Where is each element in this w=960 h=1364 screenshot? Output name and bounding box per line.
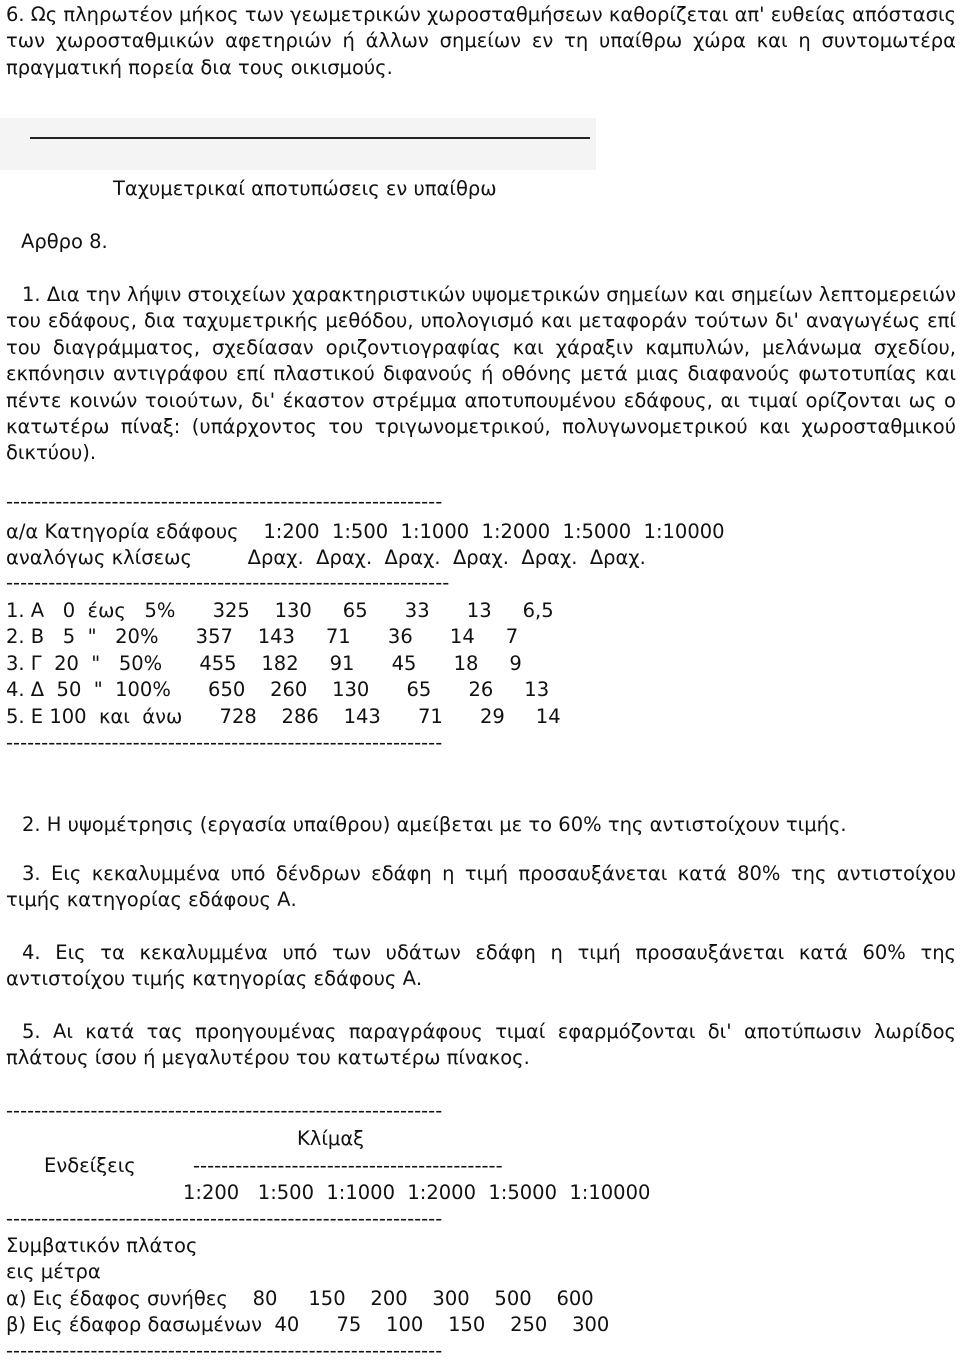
scale-heading: Κλίμαξ — [297, 1127, 365, 1150]
table-row: α) Εις έδαφος συνήθες 80 150 200 300 500 600 — [6, 1287, 594, 1310]
paragraph-3: 3. Εις κεκαλυμμένα υπό δένδρων εδάφη η τιμή προσαυξάνεται κατά 80% της αντιστοίχου τιμής κατηγορίας εδάφους Α. — [6, 862, 956, 912]
table-rule-bottom: -------------------------------------------------------------- — [6, 731, 443, 754]
table-rule-top: -------------------------------------------------------------- — [6, 1099, 443, 1122]
table-rule-top: -------------------------------------------------------------- — [6, 490, 443, 513]
table-row: β) Εις έδαφορ δασωμένων 40 75 100 150 250 300 — [6, 1313, 610, 1336]
table-rule-mid: --------------------------------------------------------------- — [6, 571, 450, 594]
table-row: 2. Β 5 " 20% 357 143 71 36 14 7 — [6, 625, 519, 648]
article-label: Αρθρο 8. — [21, 230, 108, 253]
paragraph-4: 4. Εις τα κεκαλυμμένα υπό των υδάτων εδάφη η τιμή προσαυξάνεται κατά 60% της αντιστοίχου τιμής κατηγορίας εδάφους Α. — [6, 941, 956, 991]
paragraph-1: 1. Δια την λήψιν στοιχείων χαρακτηριστικών υψομετρικών σημείων και σημείων λεπτομερειών του εδάφους, δια ταχυμετρικής μεθόδου, υπολογισμό και μεταφοράν τούτων δι' αναγωγέως επί του διαγράμματος, σχεδίασαν οριζοντιογραφίας και χάραξιν καμπυλών, μελάνωμα σχεδίου, εκπόνησιν αντιγράφου επί πλαστικού διφανούς ή οθόνης μετά μιας διαφανούς φωτοτυπίας και πέντε κοινών τοιούτων, δι' έκαστον στρέμμα αποτυπουμένου εδάφους, αι τιμαί ορίζονται ως ο κατωτέρω πίναξ: (υπάρχοντος του τριγωνομετρικού, πολυγωνομετρικού και χωροσταθμικού δικτύου). — [6, 283, 956, 465]
paragraph-2: 2. Η υψομέτρησις (εργασία υπαίθρου) αμείβεται με το 60% της αντιστοίχουν τιμής. — [22, 813, 847, 836]
scales-row: 1:200 1:500 1:1000 1:2000 1:5000 1:10000 — [183, 1181, 651, 1204]
section-title: Ταχυμετρικαί αποτυπώσεις εν υπαίθρω — [113, 177, 497, 200]
table-row: 4. Δ 50 " 100% 650 260 130 65 26 13 — [6, 678, 550, 701]
width-label-line-1: Συμβατικόν πλάτος — [6, 1234, 198, 1257]
paragraph-5: 5. Αι κατά τας προηγουμένας παραγράφους τιμαί εφαρμόζονται δι' αποτύπωσιν λωρίδος πλάτους ίσου ή μεγαλυτέρου του κατωτέρω πίνακος. — [6, 1020, 956, 1070]
separator-box — [0, 118, 596, 170]
table-row: 3. Γ 20 " 50% 455 182 91 45 18 9 — [6, 652, 522, 675]
top-paragraph: 6. Ως πληρωτέον μήκος των γεωμετρικών χωροσταθμήσεων καθορίζεται απ' ευθείας απόστασις των χωροσταθμικών αφετηριών ή άλλων σημείων εν τη υπαίθρω χώρα και η συντομωτέρα πραγματική πορεία δια τους οικισμούς. — [6, 3, 956, 79]
table-header-row-1: α/α Κατηγορία εδάφους 1:200 1:500 1:1000 1:2000 1:5000 1:10000 — [6, 520, 725, 543]
table-row: 1. Α 0 έως 5% 325 130 65 33 13 6,5 — [6, 599, 554, 622]
indications-label: Ενδείξεις — [44, 1154, 136, 1177]
table-row: 5. Ε 100 και άνω 728 286 143 71 29 14 — [6, 705, 561, 728]
width-label-line-2: εις μέτρα — [6, 1260, 101, 1283]
horizontal-rule — [30, 137, 590, 139]
table-rule-mid: -------------------------------------------------------------- — [6, 1207, 443, 1230]
table-rule-inline: -------------------------------------------- — [193, 1154, 503, 1177]
table-header-row-2: αναλόγως κλίσεως Δραχ. Δραχ. Δραχ. Δραχ. Δραχ. Δραχ. — [6, 546, 646, 569]
table-rule-bottom: -------------------------------------------------------------- — [6, 1339, 443, 1362]
